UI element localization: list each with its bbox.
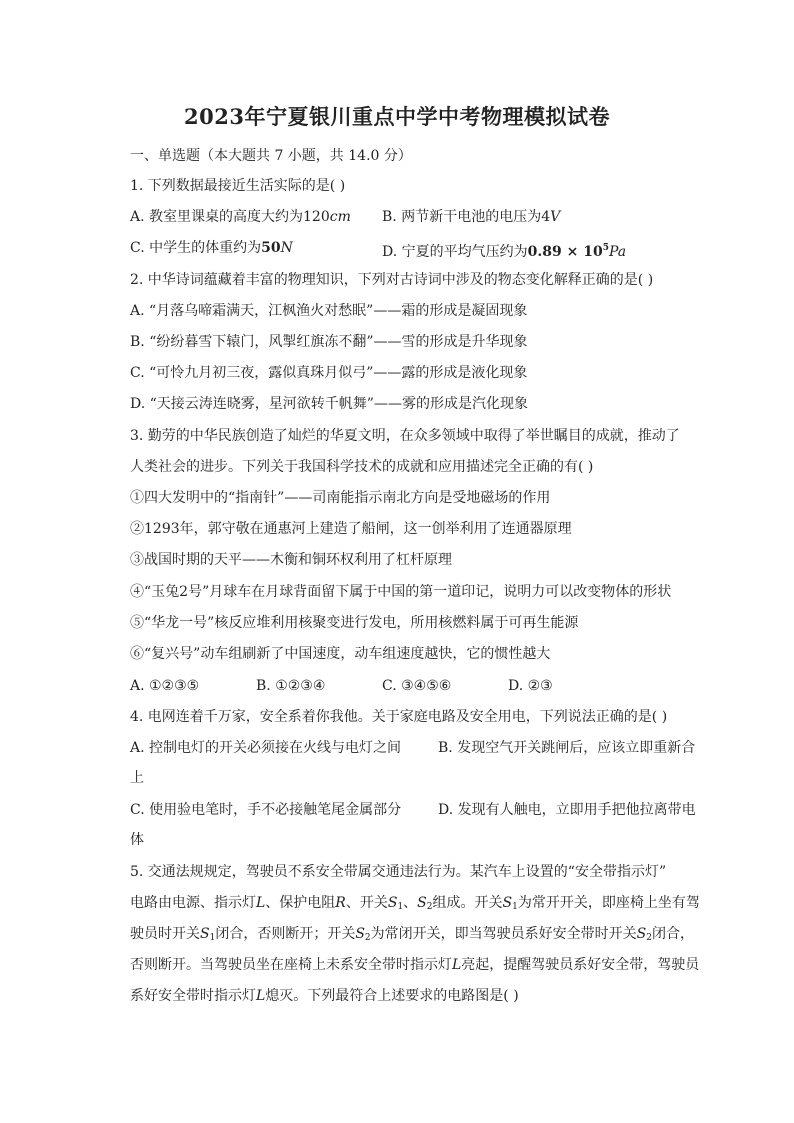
q5-line5: 系好安全带时指示灯L熄灭。下列最符合上述要求的电路图是( ): [130, 988, 519, 1004]
q1-option-a: A. 教室里课桌的高度大约为120cm: [130, 209, 351, 225]
q3-item-6: ⑥“复兴号”动车组刷新了中国速度，动车组速度越快，它的惯性越大: [130, 646, 551, 662]
q2-option-a: A. “月落乌啼霜满天，江枫渔火对愁眠”——霜的形成是凝固现象: [130, 303, 528, 319]
q1-option-c: C. 中学生的体重约为50N: [130, 240, 293, 256]
q3-option-a: A. ①②③⑤: [130, 678, 200, 694]
page-title: 2023年宁夏银川重点中学中考物理模拟试卷: [184, 104, 610, 129]
section-heading: 一、单选题（本大题共 7 小题，共 14.0 分）: [130, 148, 412, 164]
q4-option-d-cont: 体: [130, 832, 144, 848]
q2-option-b: B. “纷纷暮雪下辕门，风掣红旗冻不翻”——雪的形成是升华现象: [130, 334, 528, 350]
q4-option-a: A. 控制电灯的开关必须接在火线与电灯之间: [130, 740, 402, 756]
q4-option-b: B. 发现空气开关跳闸后，应该立即重新合: [438, 740, 696, 756]
q3-item-5: ⑤“华龙一号”核反应堆利用核聚变进行发电，所用核燃料属于可再生能源: [130, 615, 579, 631]
q1-option-d: D. 宁夏的平均气压约为$0.89 \times 10^5Pa$: [382, 243, 627, 260]
q3-option-c: C. ③④⑤⑥: [382, 678, 452, 694]
q3-item-2: ②1293年，郭守敬在通惠河上建造了船闸，这一创举利用了连通器原理: [130, 521, 572, 537]
q1-option-b: B. 两节新干电池的电压为4V: [382, 209, 561, 225]
q3-item-3: ③战国时期的天平——木衡和铜环权利用了杠杆原理: [130, 552, 452, 568]
q3-item-1: ①四大发明中的“指南针”——司南能指示南北方向是受地磁场的作用: [130, 490, 551, 506]
q4-option-b-cont: 上: [130, 770, 144, 786]
q4-options-cd: [130, 800, 700, 820]
q3-stem-line1: 3. 勤劳的中华民族创造了灿烂的华夏文明，在众多领域中取得了举世瞩目的成就，推动了: [130, 428, 680, 444]
q3-item-4: ④“玉兔2号”月球车在月球背面留下属于中国的第一道印记，说明力可以改变物体的形状: [130, 584, 672, 600]
q4-option-d: D. 发现有人触电，立即用手把他拉离带电: [438, 802, 696, 818]
q4-option-c: C. 使用验电笔时，手不必接触笔尾金属部分: [130, 802, 402, 818]
q2-option-c: C. “可怜九月初三夜，露似真珠月似弓”——露的形成是液化现象: [130, 365, 528, 381]
q5-line4: 否则断开。当驾驶员坐在座椅上未系安全带时指示灯L亮起，提醒驾驶员系好安全带，驾驶员: [130, 957, 700, 973]
q5-line1: 5. 交通法规规定，驾驶员不系安全带属交通违法行为。某汽车上设置的“安全带指示灯”: [130, 864, 667, 880]
q3-stem-line2: 人类社会的进步。下列关于我国科学技术的成就和应用描述完全正确的有( ): [130, 459, 594, 475]
q4-stem: 4. 电网连着千万家，安全系着你我他。关于家庭电路及安全用电，下列说法正确的是( ): [130, 709, 668, 725]
q5-line3: 驶员时开关$S_1$闭合，否则断开；开关$S_2$为常闭开关，即当驾驶员系好安全带时开关$S_2$闭合，: [130, 926, 694, 943]
q5-line2: 电路由电源、指示灯L、保护电阻R、开关$S_1$、$S_2$组成。开关$S_1$为常开开关，即座椅上坐有驾: [130, 895, 700, 912]
q4-options-ab: [130, 738, 700, 758]
q3-option-d: D. ②③: [508, 678, 553, 694]
q2-option-d: D. “天接云涛连晓雾，星河欲转千帆舞”——雾的形成是汽化现象: [130, 396, 528, 412]
q1-options-cd: [130, 238, 700, 258]
q1-stem: 1. 下列数据最接近生活实际的是( ): [130, 178, 346, 194]
q3-option-b: B. ①②③④: [256, 678, 326, 694]
q1-options-ab: [130, 207, 700, 227]
q2-stem: 2. 中华诗词蕴藏着丰富的物理知识，下列对古诗词中涉及的物态变化解释正确的是( ): [130, 272, 654, 288]
